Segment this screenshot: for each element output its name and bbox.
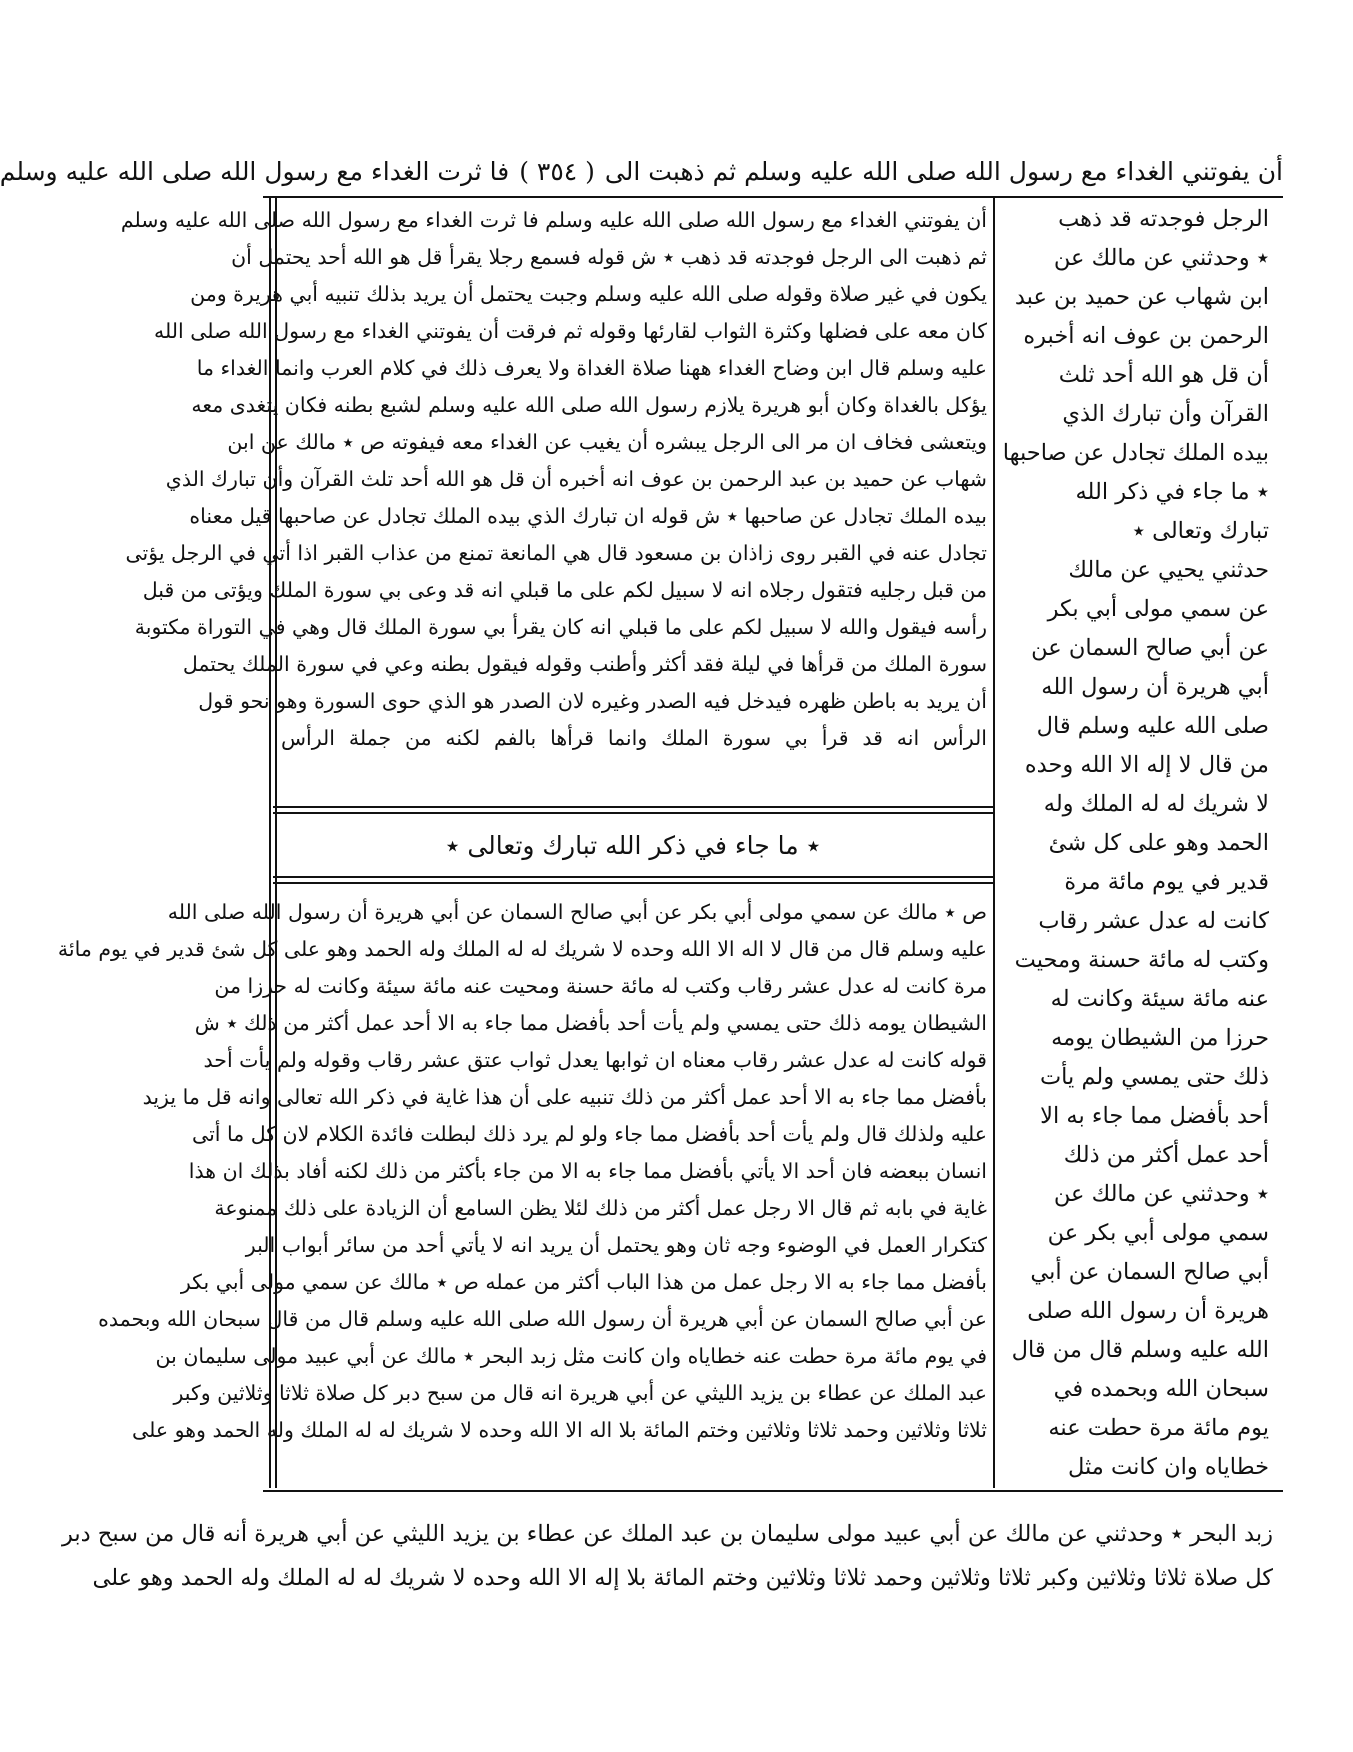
main-text-line: كانت له عدل عشر رقاب <box>1038 908 1269 934</box>
commentary-line: عبد الملك عن عطاء بن يزيد الليثي عن أبي هريرة انه قال من سبح دبر كل صلاة ثلاثا وثلاثين وكبر <box>173 1381 987 1405</box>
main-text-line: صلى الله عليه وسلم قال <box>1036 713 1269 739</box>
commentary-line: كتكرار العمل في الوضوء وجه ثان وهو يحتمل أن يريد انه لا يأتي أحد من سائر أبواب البر <box>245 1233 987 1257</box>
main-text-line: أبي هريرة أن رسول الله <box>1041 674 1269 700</box>
title-rule-bottom <box>273 876 993 878</box>
main-text-line: حدثني يحيي عن مالك <box>1068 557 1269 583</box>
main-text-line: حرزا من الشيطان يومه <box>1051 1025 1269 1051</box>
main-text-line: ٭ ما جاء في ذكر الله <box>1075 479 1269 505</box>
commentary-line: غاية في بابه ثم قال الا رجل عمل أكثر من ذلك لئلا يظن السامع أن الزيادة على ذلك ممنوعة <box>214 1196 987 1220</box>
main-text-line: عنه مائة سيئة وكانت له <box>1050 986 1269 1012</box>
page-number: ( ٣٥٤ ) <box>519 156 595 186</box>
main-text-line: وكتب له مائة حسنة ومحيت <box>1014 947 1269 973</box>
main-text-line: ٭ وحدثني عن مالك عن <box>1053 1181 1269 1207</box>
main-text-line: من قال لا إله الا الله وحده <box>1024 752 1269 778</box>
bottom-text-line: زبد البحر ٭ وحدثني عن مالك عن أبي عبيد مولى سليمان بن عبد الملك عن عطاء بن يزيد الليثي عن أبي هريرة أنه قال من سبح دبر <box>61 1521 1273 1547</box>
main-text-line: تبارك وتعالى ٭ <box>1132 518 1269 544</box>
commentary-line: عن أبي صالح السمان عن أبي هريرة أن رسول الله صلى الله عليه وسلم قال من قال سبحان الله وبحمده <box>98 1307 987 1331</box>
main-text-line: الرحمن بن عوف انه أخبره <box>1023 323 1269 349</box>
main-text-line: عن أبي صالح السمان عن <box>1031 635 1269 661</box>
page-header <box>0 146 1283 196</box>
commentary-line: تجادل عنه في القبر روى زاذان بن مسعود قال هي المانعة تمنع من عذاب القبر اذا أتي في الرجل يؤتى <box>125 541 987 565</box>
main-text-line: يوم مائة مرة حطت عنه <box>1048 1415 1269 1441</box>
column-divider <box>993 198 995 1488</box>
main-text-line: أحد بأفضل مما جاء به الا <box>1040 1103 1269 1129</box>
main-text-line: القرآن وأن تبارك الذي <box>1062 401 1269 427</box>
commentary-line: سورة الملك من قرأها في ليلة فقد أكثر وأطنب وقوله فيقول بطنه وعي في سورة الملك يحتمل <box>182 652 987 676</box>
main-text-line: الله عليه وسلم قال من قال <box>1011 1337 1269 1363</box>
header-right-text: أن يفوتني الغداء مع رسول الله صلى الله عليه وسلم ثم ذهبت الى <box>604 156 1283 186</box>
commentary-line: أن يريد به باطن ظهره فيدخل فيه الصدر وغيره لان الصدر هو الذي حوى السورة وهو نحو قول <box>198 689 987 713</box>
main-text-line: لا شريك له له الملك وله <box>1043 791 1269 817</box>
commentary-line: شهاب عن حميد بن عبد الرحمن بن عوف انه أخبره أن قل هو الله أحد تلث القرآن وأن تبارك الذي <box>165 467 987 491</box>
commentary-line: الرأس انه قد قرأ بي سورة الملك وانما قرأها بالفم لكنه من جملة الرأس <box>281 726 987 750</box>
commentary-line: من قبل رجليه فتقول رجلاه انه لا سبيل لكم على ما قبلي انه قد وعى بي سورة الملك ويؤتى من قبل <box>142 578 987 602</box>
title-rule-bottom-2 <box>273 882 993 884</box>
title-rule-top-2 <box>273 812 993 814</box>
header-rule <box>263 196 1283 198</box>
commentary-line: أن يفوتني الغداء مع رسول الله صلى الله عليه وسلم فا ثرت الغداء مع رسول الله صلى الله عليه وسلم <box>120 208 987 232</box>
bottom-text-line: كل صلاة ثلاثا وثلاثين وكبر ثلاثا وثلاثين وحمد ثلاثا وثلاثين وختم المائة بلا إله الا الله وحده لا شريك له له الملك وله الحمد وهو على <box>92 1565 1273 1591</box>
commentary-line: يكون في غير صلاة وقوله صلى الله عليه وسلم وجبت يحتمل أن يريد بذلك تنبيه أبي هريرة ومن <box>190 282 987 306</box>
main-text-line: ذلك حتى يمسي ولم يأت <box>1040 1064 1269 1090</box>
main-text-line: أحد عمل أكثر من ذلك <box>1063 1142 1269 1168</box>
main-text-line: أبي صالح السمان عن أبي <box>1030 1259 1269 1285</box>
main-text-line: سبحان الله وبحمده في <box>1053 1376 1269 1402</box>
commentary-line: ثم ذهبت الى الرجل فوجدته قد ذهب ٭ ش قوله فسمع رجلا يقرأ قل هو الله أحد يحتمل أن <box>231 245 987 269</box>
section-title: ٭ ما جاء في ذكر الله تبارك وتعالى ٭ <box>445 831 821 860</box>
commentary-line: في يوم مائة مرة حطت عنه خطاياه وان كانت مثل زبد البحر ٭ مالك عن أبي عبيد مولى سليمان بن <box>155 1344 987 1368</box>
main-text-line: خطاياه وان كانت مثل <box>1067 1454 1269 1480</box>
body-bottom-rule <box>263 1490 1283 1492</box>
main-text-line: بيده الملك تجادل عن صاحبها <box>1002 440 1269 466</box>
header-left-text: فا ثرت الغداء مع رسول الله صلى الله عليه وسلم <box>0 156 510 186</box>
commentary-line: بأفضل مما جاء به الا رجل عمل من هذا الباب أكثر من عمله ص ٭ مالك عن سمي مولى أبي بكر <box>180 1270 987 1294</box>
commentary-line: انسان ببعضه فان أحد الا يأتي بأفضل مما جاء به الا من جاء بأكثر من ذلك لكنه أفاد بذلك ان هذا <box>188 1159 987 1183</box>
main-text-line: عن سمي مولى أبي بكر <box>1047 596 1269 622</box>
commentary-bottom <box>57 894 987 1482</box>
main-text-line: الرجل فوجدته قد ذهب <box>1058 206 1269 232</box>
commentary-line: يؤكل بالغداة وكان أبو هريرة يلازم رسول الله صلى الله عليه وسلم لشبع بطنه فكان يتغدى معه <box>191 393 987 417</box>
main-text-line: ابن شهاب عن حميد بن عبد <box>1014 284 1269 310</box>
commentary-line: ثلاثا وثلاثين وحمد ثلاثا وثلاثين وختم المائة بلا اله الا الله وحده لا شريك له له الملك وله الحمد وهو على <box>132 1418 987 1442</box>
commentary-line: ويتعشى فخاف ان مر الى الرجل يبشره أن يغيب عن الغداء معه فيفوته ص ٭ مالك عن ابن <box>227 430 987 454</box>
main-text-line: ٭ وحدثني عن مالك عن <box>1053 245 1269 271</box>
main-text-line: الحمد وهو على كل شئ <box>1048 830 1269 856</box>
commentary-line: عليه وسلم قال من قال لا اله الا الله وحده لا شريك له له الملك وله الحمد وهو على كل شئ قدير في يوم مائة <box>57 937 987 961</box>
main-text-column <box>1001 200 1269 1480</box>
commentary-line: بأفضل مما جاء به الا أحد عمل أكثر من ذلك تنبيه على أن هذا غاية في ذكر الله تعالى وانه قل ما يزيد <box>142 1085 987 1109</box>
main-text-line: هريرة أن رسول الله صلى <box>1027 1298 1269 1324</box>
commentary-top <box>120 202 987 794</box>
commentary-line: عليه وسلم قال ابن وضاح الغداء ههنا صلاة الغداة ولا يعرف ذلك في كلام العرب وانما الغداء ما <box>196 356 987 380</box>
commentary-line: ص ٭ مالك عن سمي مولى أبي بكر عن أبي صالح السمان عن أبي هريرة أن رسول الله صلى الله <box>167 900 987 924</box>
main-text-line: أن قل هو الله أحد ثلث <box>1058 362 1269 388</box>
commentary-line: مرة كانت له عدل عشر رقاب وكتب له مائة حسنة ومحيت عنه مائة سيئة وكانت له حرزا من <box>214 974 987 998</box>
commentary-line: بيده الملك تجادل عن صاحبها ٭ ش قوله ان تبارك الذي بيده الملك تجادل عن صاحبها قيل معناه <box>189 504 987 528</box>
commentary-line: رأسه فيقول والله لا سبيل لكم على ما قبلي انه كان يقرأ بي سورة الملك قال وهي في التوراة مكتوبة <box>134 615 987 639</box>
commentary-line: كان معه على فضلها وكثرة الثواب لقارئها وقوله ثم فرقت أن يفوتني الغداء مع رسول الله صلى الله <box>153 319 987 343</box>
commentary-line: عليه ولذلك قال ولم يأت أحد بأفضل مما جاء ولو لم يرد ذلك لبطلت فائدة الكلام لان كل ما أتى <box>191 1122 987 1146</box>
main-text-line: سمي مولى أبي بكر عن <box>1047 1220 1269 1246</box>
bottom-text <box>61 1512 1273 1624</box>
commentary-line: قوله كانت له عدل عشر رقاب معناه ان ثوابها يعدل ثواب عتق عشر رقاب وقوله ولم يأت أحد <box>203 1048 987 1072</box>
commentary-line: الشيطان يومه ذلك حتى يمسي ولم يأت أحد بأفضل مما جاء به الا أحد عمل أكثر من ذلك ٭ ش <box>194 1011 987 1035</box>
main-text-line: قدير في يوم مائة مرة <box>1064 869 1269 895</box>
title-rule-top <box>273 806 993 808</box>
